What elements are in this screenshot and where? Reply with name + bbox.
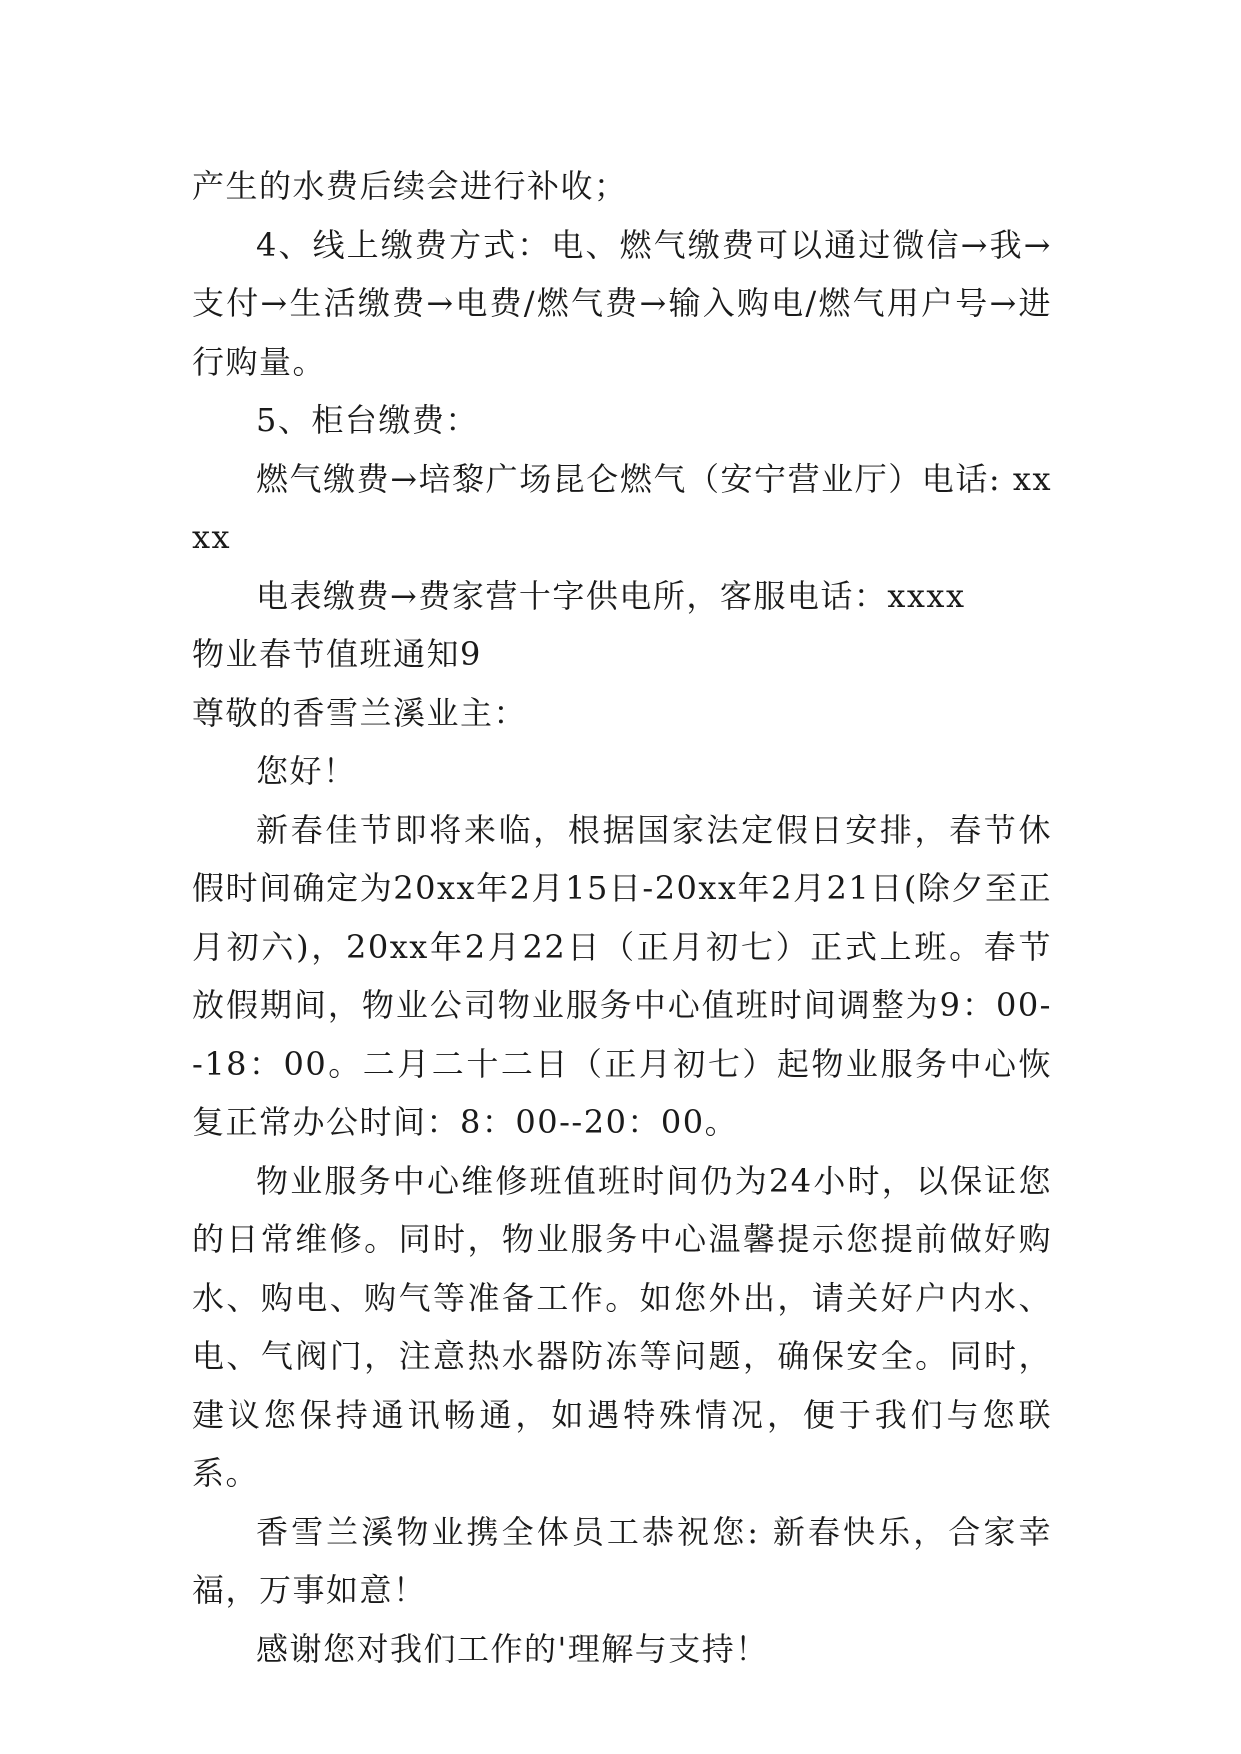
paragraph-maintenance: 物业服务中心维修班值班时间仍为24小时，以保证您的日常维修。同时，物业服务中心温馨提示您提前做好购水、购电、购气等准备工作。如您外出，请关好户内水、电、气阀门，注意热水器防冻等问题，确保安全。同时，建议您保持通讯畅通，如遇特殊情况，便于我们与您联系。 [192,1161,1052,1492]
paragraph-wishes: 香雪兰溪物业携全体员工恭祝您: 新春快乐，合家幸福，万事如意！ [192,1512,1052,1609]
paragraph-holiday-schedule: 新春佳节即将来临，根据国家法定假日安排，春节休假时间确定为20xx年2月15日-20xx年2月21日(除夕至正月初六)，20xx年2月22日（正月初七）正式上班。春节放假期间，物业公司物业服务中心值班时间调整为9：00--18：00。二月二十二日（正月初七）起物业服务中心恢复正常办公时间：8：00--20：00。 [192,810,1052,1141]
paragraph-electric-payment: 电表缴费→费家营十字供电所，客服电话：xxxx [256,576,966,615]
paragraph-thanks: 感谢您对我们工作的'理解与支持！ [256,1629,769,1668]
greeting: 您好！ [256,752,357,790]
document-body [192,157,1052,1678]
paragraph-counter-payment: 5、柜台缴费： [256,401,479,439]
paragraph-online-payment: 4、线上缴费方式：电、燃气缴费可以通过微信→我→支付→生活缴费→电费/燃气费→输入购电/燃气用户号→进行购量。 [192,225,1052,381]
salutation: 尊敬的香雪兰溪业主： [192,693,528,732]
paragraph-gas-payment: 燃气缴费→培黎广场昆仑燃气（安宁营业厅）电话: xxxx [192,459,1052,556]
paragraph-water-fee: 产生的水费后续会进行补收； [192,167,628,205]
section-heading: 物业春节值班通知9 [192,635,482,673]
